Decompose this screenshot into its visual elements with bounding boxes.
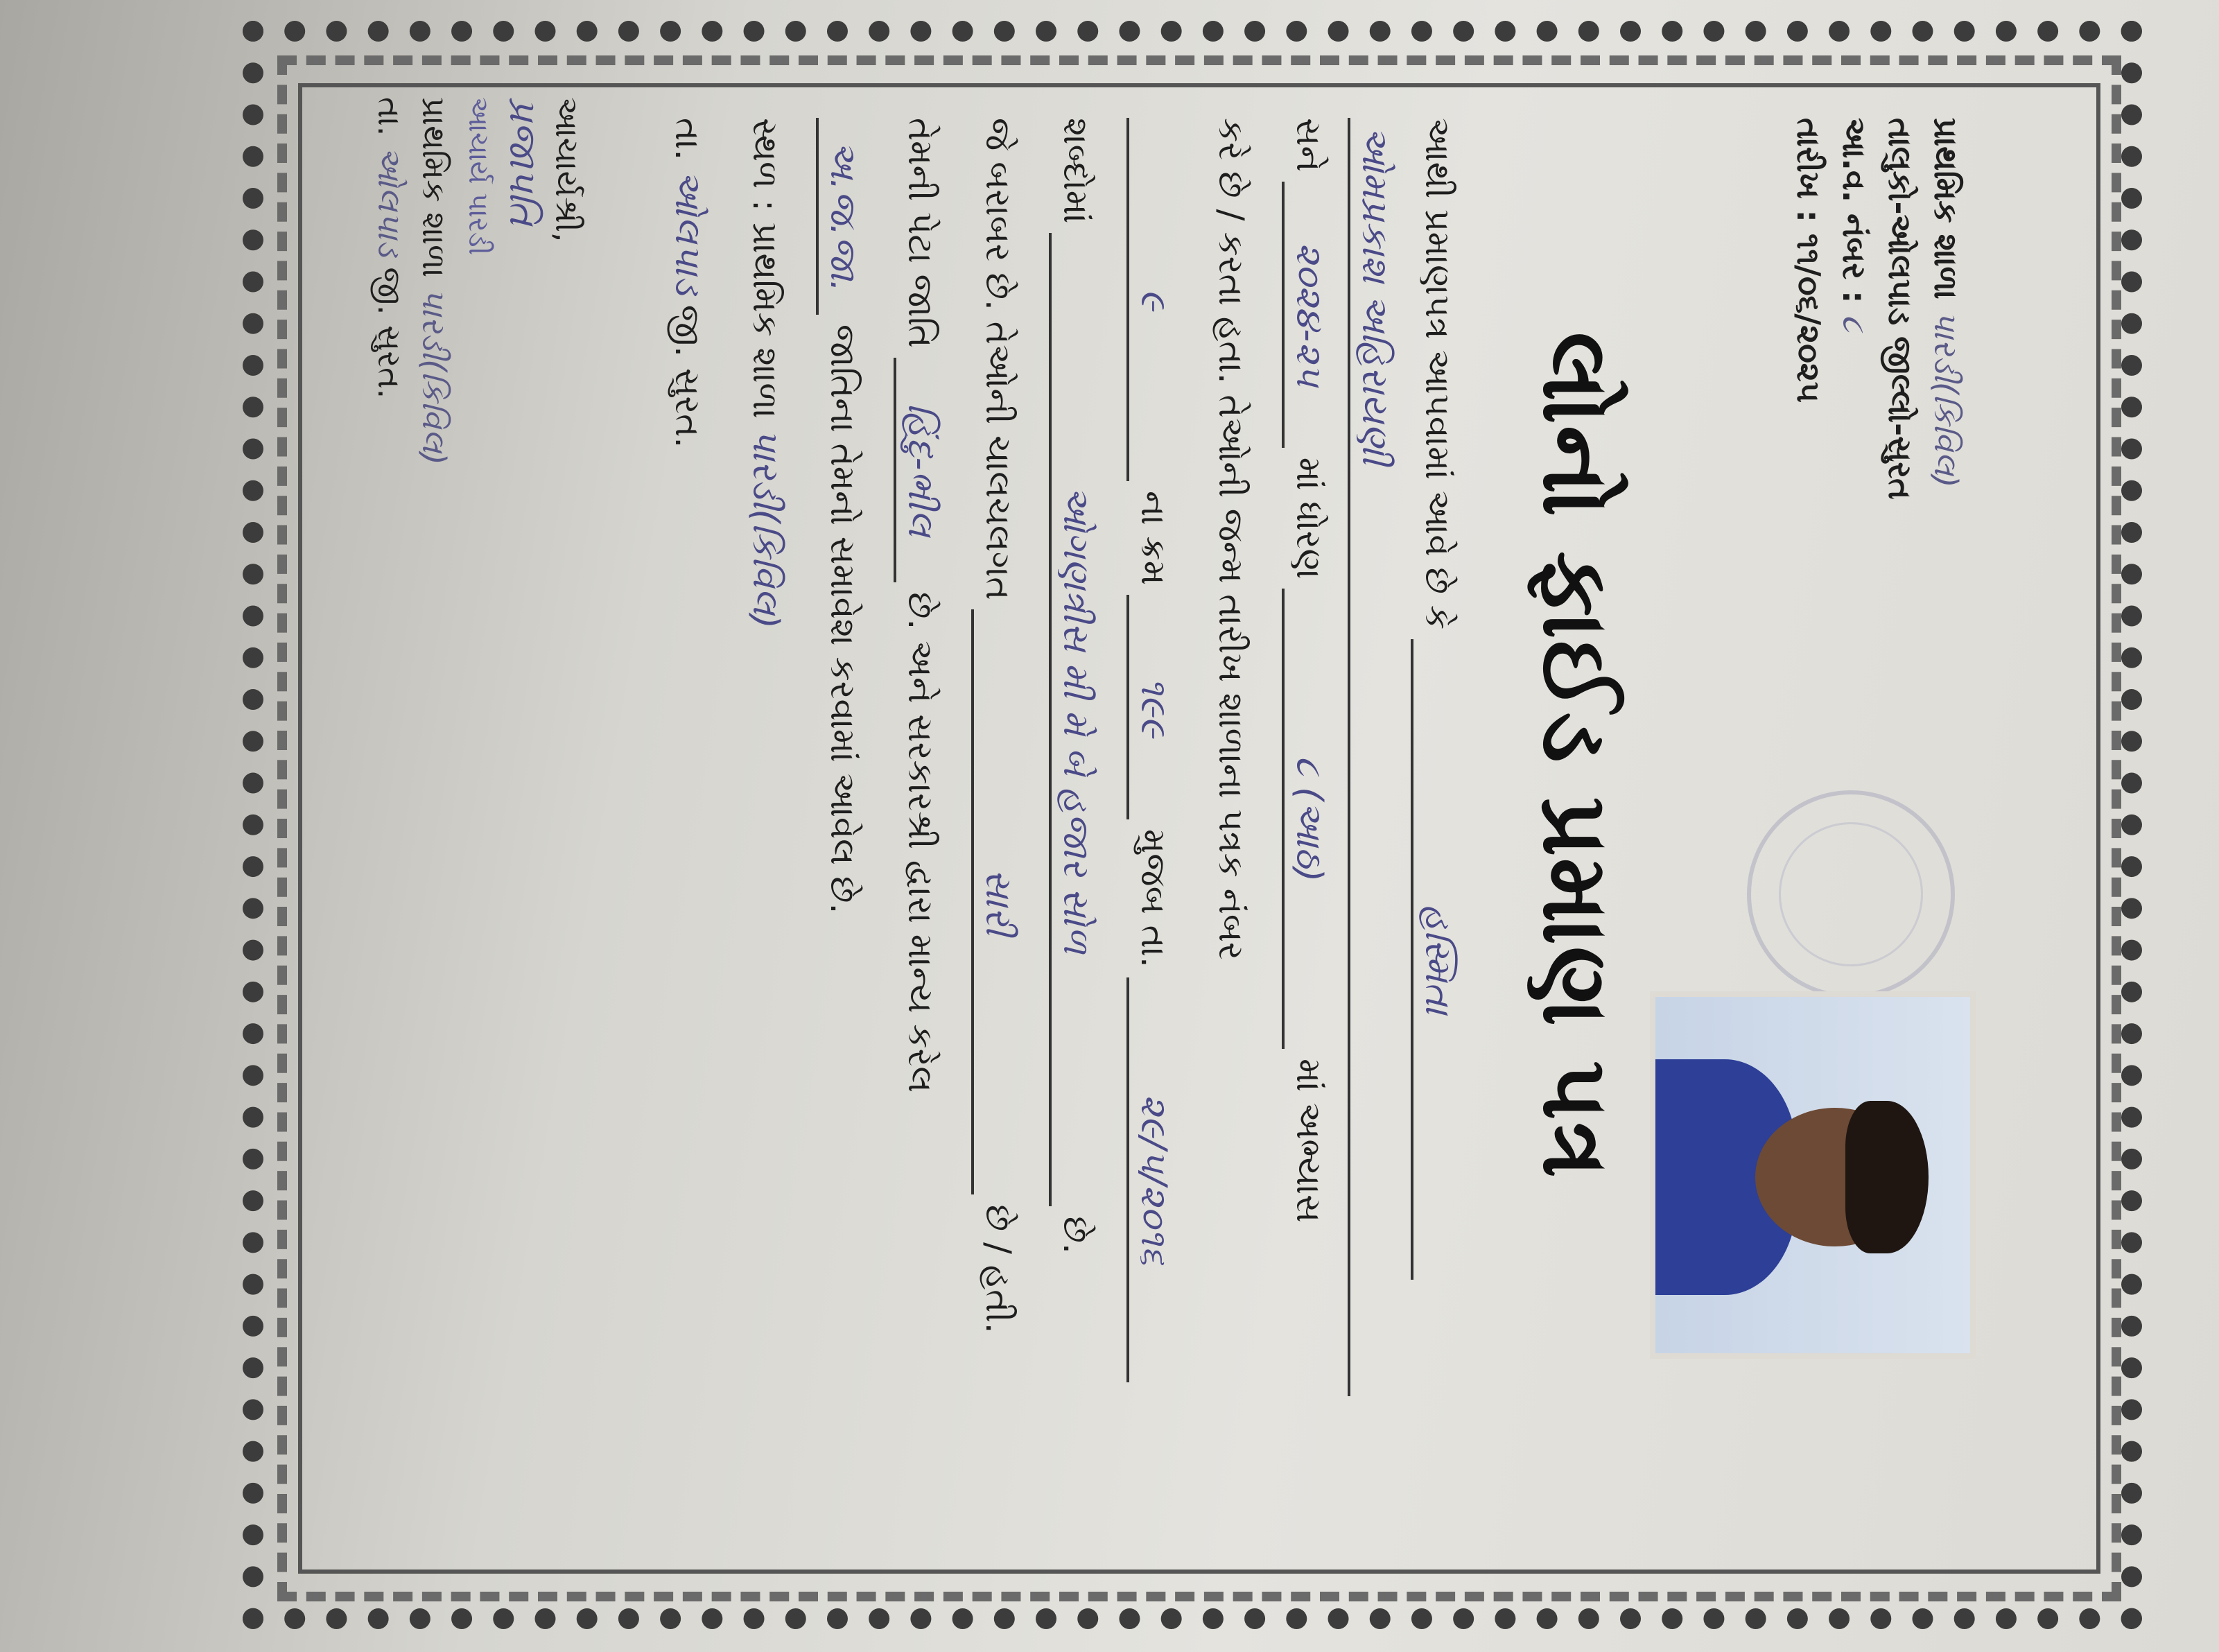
- school-header: [1786, 118, 1969, 742]
- school-seal: [1747, 790, 1955, 998]
- dob-words-line: શબ્દોમાં ઓગણત્રીસ મી મે બે હજાર સોળ છે.: [1037, 118, 1115, 1407]
- birth-date: ૨૯/૫/૨૦૧૬: [1126, 977, 1178, 1382]
- principal-signature: પ્રજાપતિ: [501, 97, 545, 225]
- name-line: [1348, 118, 1399, 1407]
- birth-date-words: ઓગણત્રીસ મી મે બે હજાર સોળ: [1049, 233, 1100, 1206]
- standard: ૮ (આઠ): [1282, 589, 1333, 1049]
- academic-year: ૨૦૨૪-૨૫: [1282, 182, 1333, 448]
- sub-caste: હિંદુ-ભીલ: [894, 358, 945, 582]
- place-line: સ્થળ : પ્રાથમિક શાળા પારડી(કિવિલ): [726, 118, 804, 1407]
- student-photo: [1650, 991, 1976, 1359]
- certificate-body: [649, 118, 1477, 1407]
- school-name-row: પ્રાથમિક શાળા પારડી(કિવિલ): [1927, 118, 1965, 488]
- place-handwritten: પારડી(કિવિલ): [745, 428, 786, 629]
- principal-signature-block: આચાર્યશ્રી, પ્રજાપતિ આચાર્ય પારડી પ્રાથમિક શાળા પારડી(કિવિલ) તા. ઓલપાડ જી. સુરત.: [367, 97, 589, 624]
- school-taluka-row: તાલુકો-ઓલપાડ જીલ્લો-સુરત: [1881, 118, 1919, 500]
- certificate-title: લોનો ફાઈડ પ્રમાણ પત્ર: [1522, 331, 1629, 1180]
- student-first-name: હસ્મિતા: [1411, 639, 1462, 1280]
- category-line: અ.જ.જા. જાતિના તેમનો સમાવેશ કરવામાં આવેલ છે.: [804, 118, 882, 1407]
- school-name-handwritten: પારડી(કિવિલ): [1927, 310, 1965, 488]
- taluka-handwritten: ઓલપાડ: [667, 170, 708, 295]
- dob-register-line: કરે છે / કરતા હતા. તેઓની જન્મ તારીખ શાળાના પત્રક નંબર: [1211, 118, 1251, 960]
- caste-category: અ.જ.જા.: [816, 118, 867, 315]
- register-line: ૯ ના ક્રમ ૧૯૯ મુજબ તા. ૨૯/૫/૨૦૧૬: [1115, 118, 1192, 1407]
- certificate-content: [326, 35, 2017, 1477]
- date-row: તારીખ : ૧૧/૦૬/૨૦૨૫: [1790, 118, 1827, 403]
- intro-line: આથી પ્રમાણપત્ર આપવામાં આવે છે કે હસ્મિતા: [1399, 118, 1477, 1407]
- conduct: સારી: [971, 609, 1023, 1194]
- serial-number: ૧૯૯: [1126, 595, 1178, 819]
- year-line: સને ૨૦૨૪-૨૫ માં ધોરણ ૮ (આઠ) માં અભ્યાસ: [1270, 118, 1348, 1407]
- outward-number-row: આ.વ. નંબર : ૮: [1836, 118, 1873, 332]
- register-number: ૯: [1126, 118, 1178, 481]
- caste-line: તેમની પેટા જાતિ હિંદુ-ભીલ છે. અને સરકારશ્રી દ્વારા માન્ય કરેલ: [882, 118, 959, 1407]
- conduct-line: જે બરાબર છે. તેઓની ચાલચલગત સારી છે / હતી.: [959, 118, 1037, 1407]
- principal-stamp: આચાર્ય પારડી: [462, 97, 494, 256]
- taluka-line: તા. ઓલપાડ જી. સુરત.: [649, 118, 726, 1407]
- student-full-name: ઓમપ્રકાશ અહિરાયણી: [1348, 118, 1399, 1396]
